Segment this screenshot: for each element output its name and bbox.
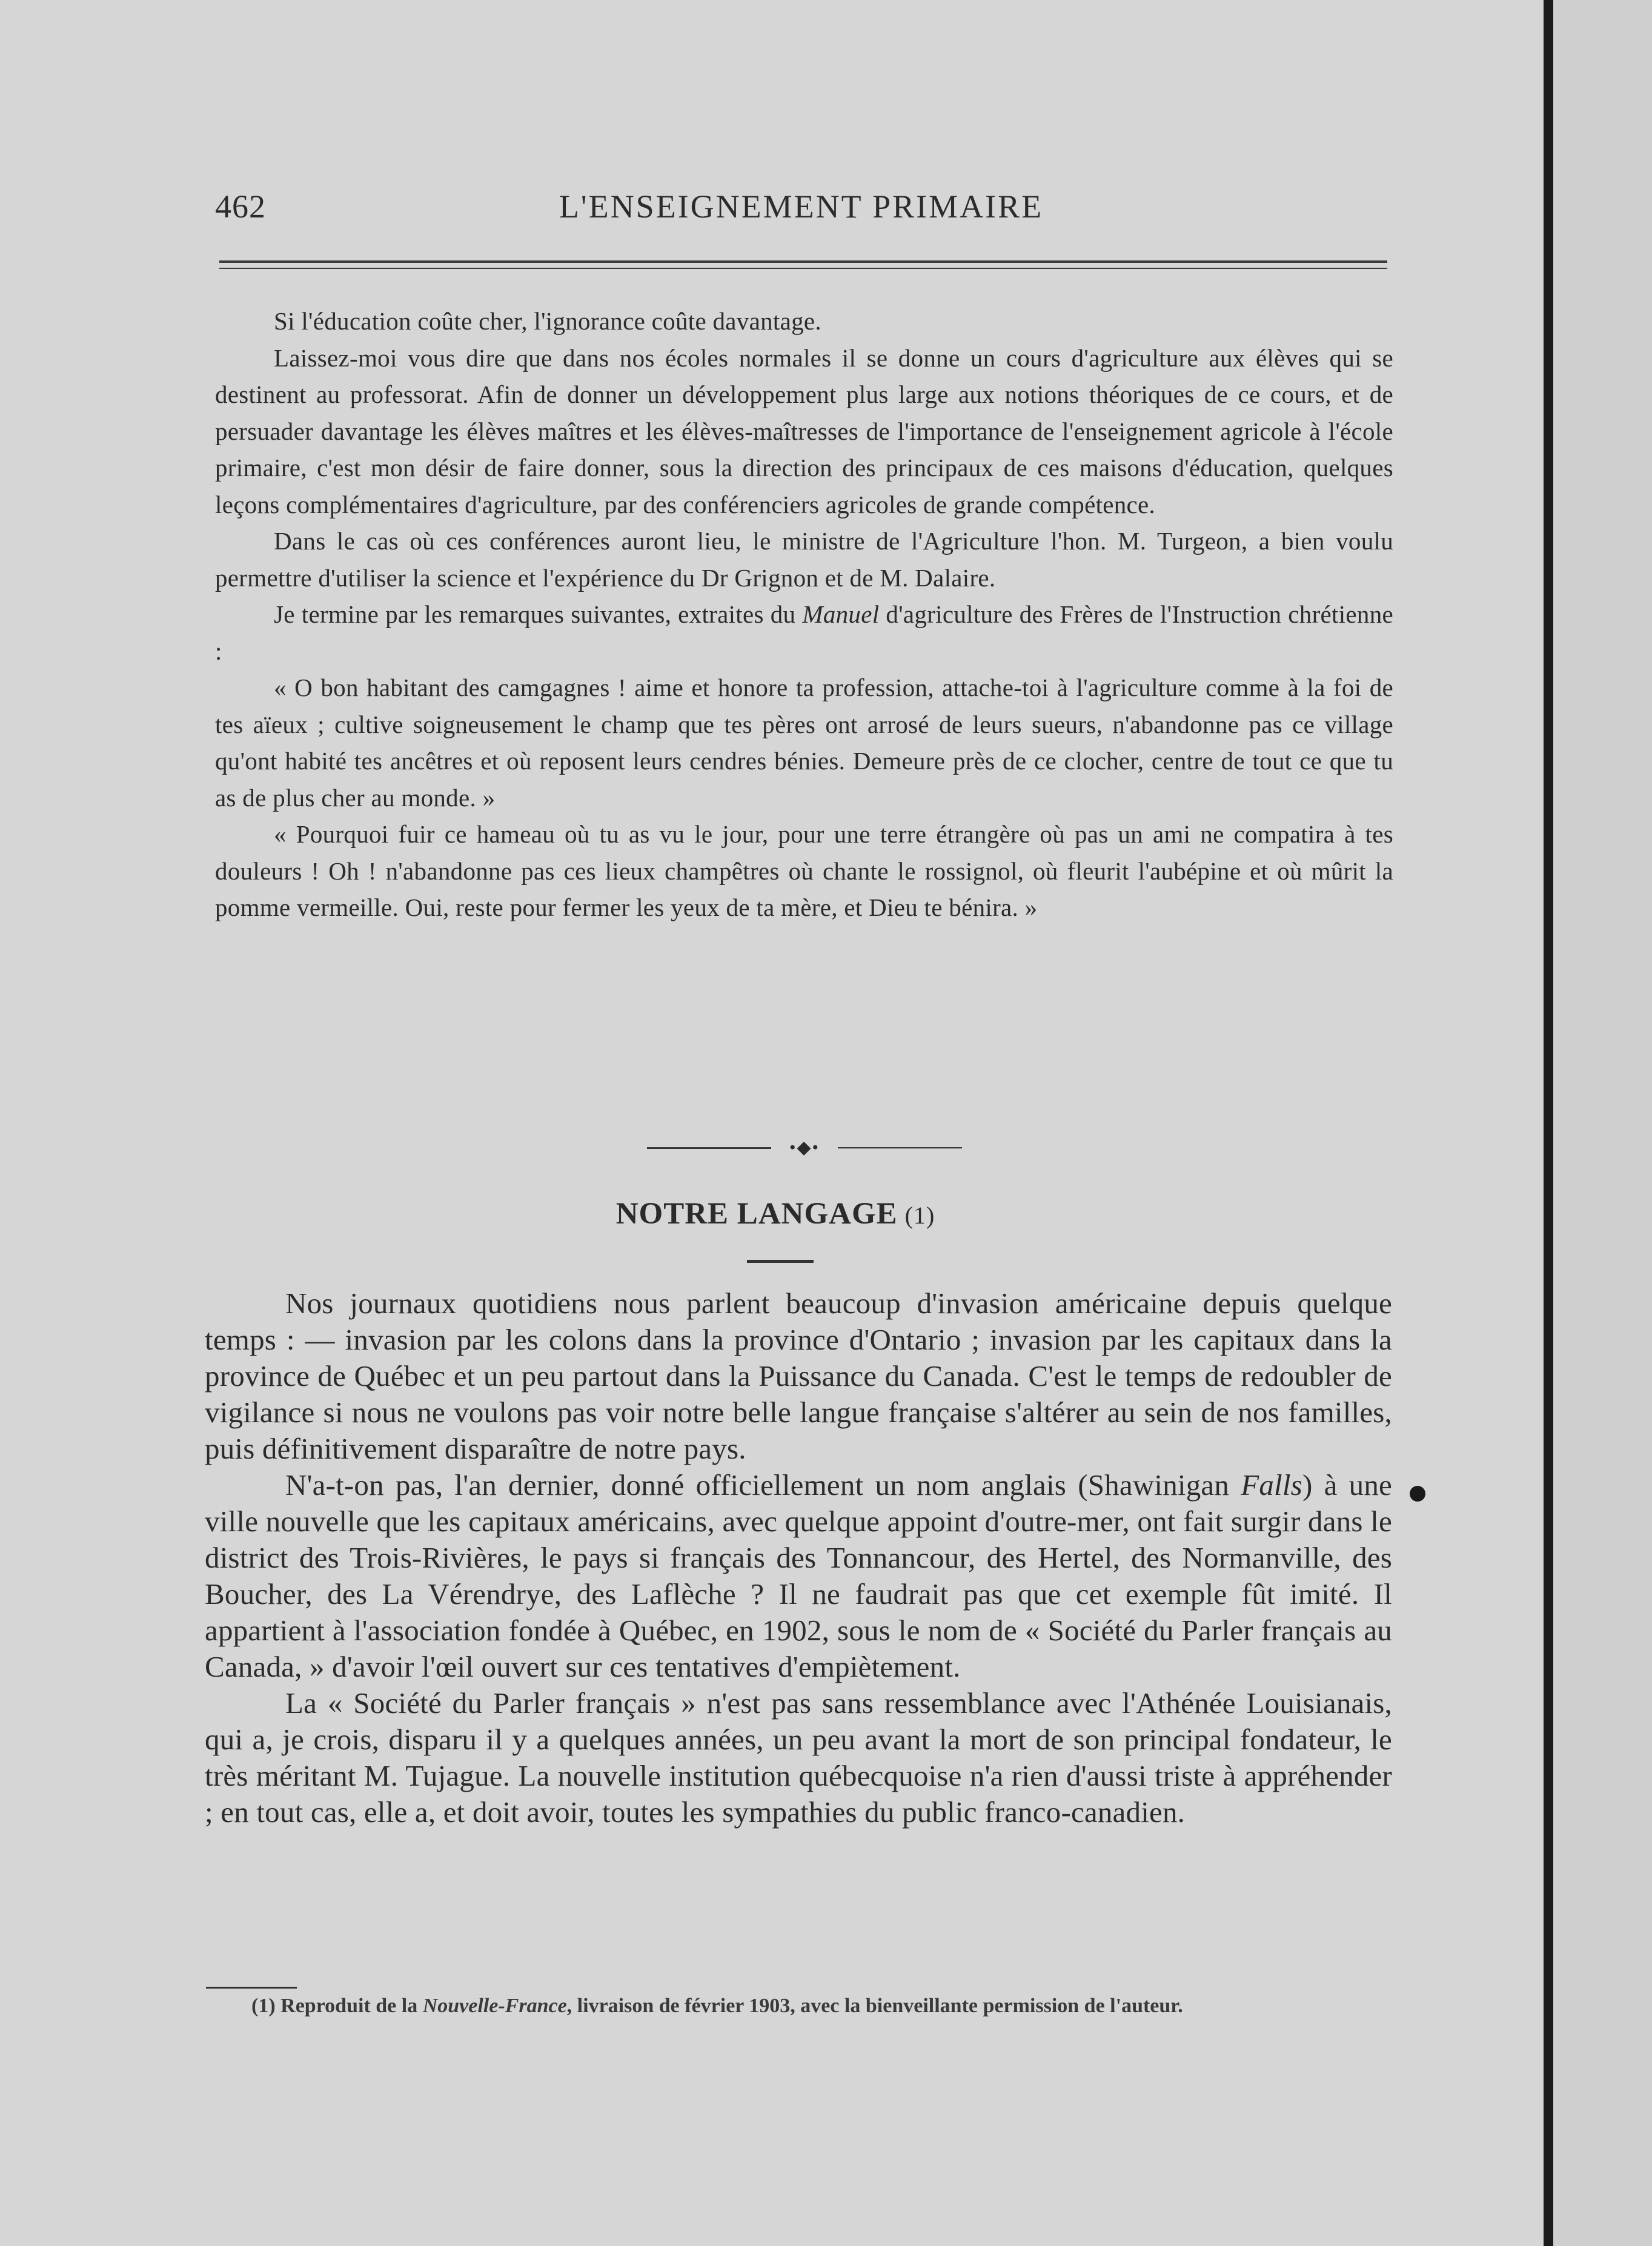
paragraph: Laissez-moi vous dire que dans nos écoles normales il se donne un cours d'agriculture aux élèves qui se destinent au professorat. Afin de donner un développement plus large aux notions théoriques de ce cours, et de persuader davantage les élèves maîtres et les élèves-maîtresses de l'importance de l'enseignement agricole à l'école primaire, c'est mon désir de faire donner, sous la direction des principaux de ces maisons d'éducation, quelques leçons complémentaires d'agriculture, par des conférenciers agricoles de grande compétence. (215, 343, 1393, 518)
page-edge-shadow (1544, 0, 1553, 2246)
page-number: 462 (215, 188, 266, 225)
ink-blot (1410, 1486, 1425, 1502)
paragraph: La « Société du Parler français » n'est pas sans ressemblance avec l'Athénée Louisianais, qui a, je crois, disparu il y a quelques années, un peu avant la mort de son principal fondateur, le très méritant M. Tujague. La nouvelle institution québecquoise n'a rien d'aussi triste à appréhender ; en tout cas, elle a, et doit avoir, toutes les sympathies du public franco-canadien. (205, 1686, 1392, 1829)
footnote-rule (206, 1987, 297, 1989)
speech-excerpt (215, 303, 1393, 926)
nouvelle-france-italic: Nouvelle-France (422, 1995, 567, 2017)
adjacent-page-strip (1553, 0, 1652, 2246)
falls-italic: Falls (1241, 1468, 1302, 1502)
header-double-rule (219, 260, 1387, 269)
paragraph: Si l'éducation coûte cher, l'ignorance coûte davantage. (274, 307, 821, 335)
quotation: « Pourquoi fuir ce hameau où tu as vu le jour, pour une terre étrangère où pas un ami ne compatira à tes douleurs ! Oh ! n'abandonne pas ces lieux champêtres où chante le rossignol, où fleurit l'aubépine et où mûrit la pomme vermeille. Oui, reste pour fermer les yeux de ta mère, et Dieu te bénira. » (215, 820, 1393, 921)
paragraph: Nos journaux quotidiens nous parlent beaucoup d'invasion américaine depuis quelque temps : — invasion par les colons dans la province d'Ontario ; invasion par les capitaux dans la province de Québec et un peu partout dans la Puissance du Canada. C'est le temps de redoubler de vigilance si nous ne voulons pas voir notre belle langue française s'altérer au sein de nos familles, puis définitivement disparaître de notre pays. (205, 1287, 1392, 1465)
article-title: NOTRE LANGAGE (1) (615, 1197, 935, 1231)
running-head: L'ENSEIGNEMENT PRIMAIRE (559, 188, 1044, 225)
paragraph: Dans le cas où ces conférences auront lieu, le ministre de l'Agriculture l'hon. M. Turgeon, a bien voulu permettre d'utiliser la science et l'expérience du Dr Grignon et de M. Dalaire. (215, 527, 1393, 592)
title-footnote-marker: (1) (904, 1202, 935, 1229)
quotation: « O bon habitant des camgagnes ! aime et honore ta profession, attache-toi à l'agriculture comme à la foi de tes aïeux ; cultive soigneusement le champ que tes pères ont arrosé de leurs sueurs, n'abandonne pas ce village qu'ont habité tes ancêtres et où reposent leurs cendres bénies. Demeure près de ce clocher, centre de tout ce que tu as de plus cher au monde. » (215, 674, 1393, 812)
ornament-glyph: •◆• (789, 1138, 820, 1158)
paragraph: N'a-t-on pas, l'an dernier, donné officiellement un nom anglais (Shawinigan Falls) à une ville nouvelle que les capitaux américains, avec quelque appoint d'outre-mer, ont fait surgir dans le district des Trois-Rivières, le pays si français des Tonnancour, des Hertel, des Normanville, des Boucher, des La Vérendrye, des Laflèche ? Il ne faudrait pas que cet exemple fût imité. Il appartient à l'association fondée à Québec, en 1902, sous le nom de « Société du Parler français au Canada, » d'avoir l'œil ouvert sur ces tentatives d'empiètement. (205, 1468, 1392, 1683)
footnote: (1) Reproduit de la Nouvelle-France, livraison de février 1903, avec la bienveillante permission de l'auteur. (251, 1995, 1183, 2017)
article-body (205, 1285, 1392, 1830)
paragraph: Je termine par les remarques suivantes, extraites du Manuel d'agriculture des Frères de l'Instruction chrétienne : (215, 600, 1394, 665)
page-header (215, 188, 1387, 230)
manuel-italic: Manuel (802, 600, 880, 628)
title-underline (747, 1260, 814, 1263)
section-divider-ornament (647, 1139, 962, 1157)
